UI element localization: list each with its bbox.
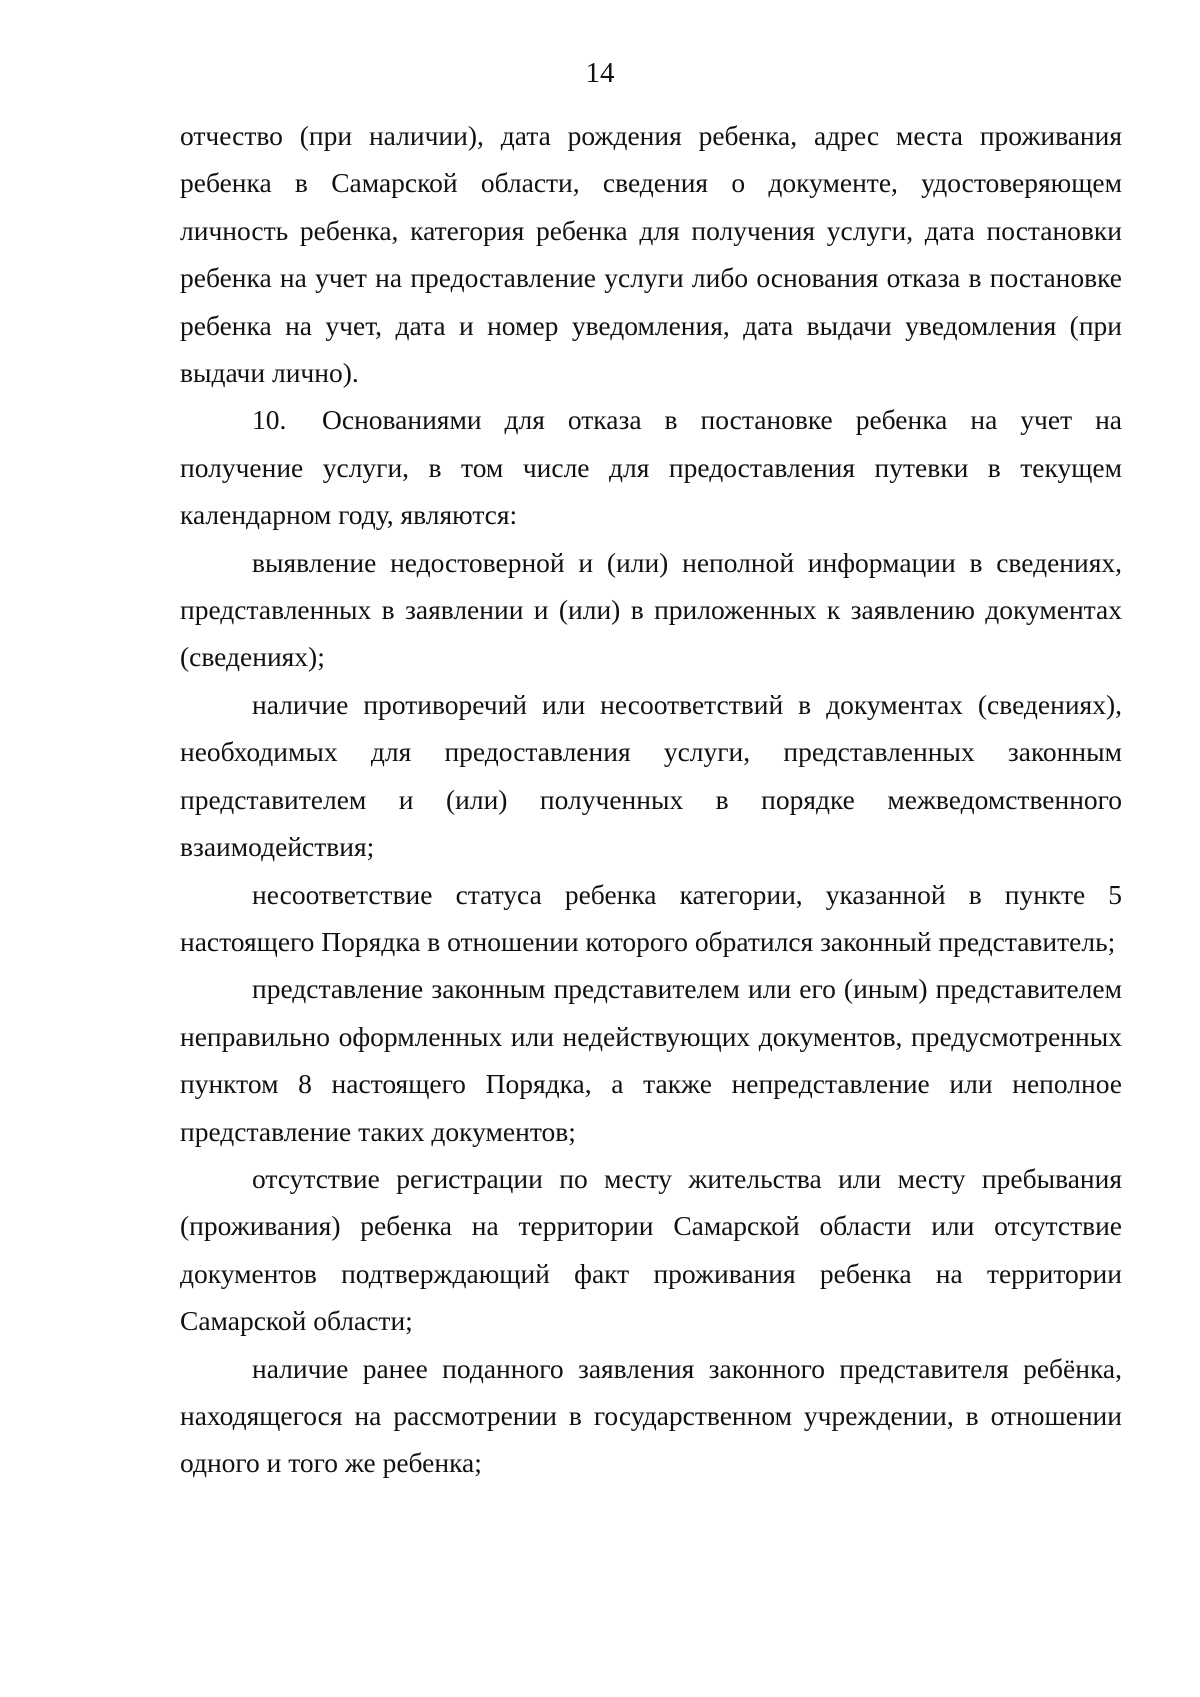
page-number: 14 (585, 57, 615, 89)
paragraph-ground-status-mismatch: несоответствие статуса ребенка категории, указанной в пункте 5 настоящего Порядка в отношении которого обратился законный представитель; (180, 878, 1122, 957)
item-number: 10. (252, 404, 287, 436)
paragraph-ground-pending-application: наличие ранее поданного заявления законного представителя ребёнка, находящегося на рассмотрении в государственном учреждении, в отношении одного и того же ребенка; (180, 1352, 1122, 1479)
item-10-text: Основаниями для отказа в постановке ребенка на учет на получение услуги, в том числе для предоставления путевки в текущем календарном году, являются: (180, 404, 1122, 531)
paragraph-item-10 (180, 396, 1122, 538)
paragraph-ground-invalid-documents: представление законным представителем или его (иным) представителем неправильно оформленных или недействующих документов, предусмотренных пунктом 8 настоящего Порядка, а также непредставление или неполное представление таких документов; (180, 973, 1122, 1147)
paragraph-ground-no-registration: отсутствие регистрации по месту жительства или месту пребывания (проживания) ребенка на территории Самарской области или отсутствие документов подтверждающий факт проживания ребенка на территории Самарской области; (180, 1162, 1122, 1337)
paragraph-continuation: отчество (при наличии), дата рождения ребенка, адрес места проживания ребенка в Самарской области, сведения о документе, удостоверяющем личность ребенка, категория ребенка для получения услуги, дата постановки ребенка на учет на предоставление услуги либо основания отказа в постановке ребенка на учет, дата и номер уведомления, дата выдачи уведомления (при выдачи лично). (180, 120, 1122, 389)
paragraph-ground-contradictions: наличие противоречий или несоответствий в документах (сведениях), необходимых для предоставления услуги, представленных законным представителем и (или) полученных в порядке межведомственного взаимодействия; (180, 688, 1122, 863)
paragraph-ground-inaccurate-info: выявление недостоверной и (или) неполной информации в сведениях, представленных в заявлении и (или) в приложенных к заявлению документах (сведениях); (180, 546, 1122, 673)
document-body (180, 112, 1122, 1487)
